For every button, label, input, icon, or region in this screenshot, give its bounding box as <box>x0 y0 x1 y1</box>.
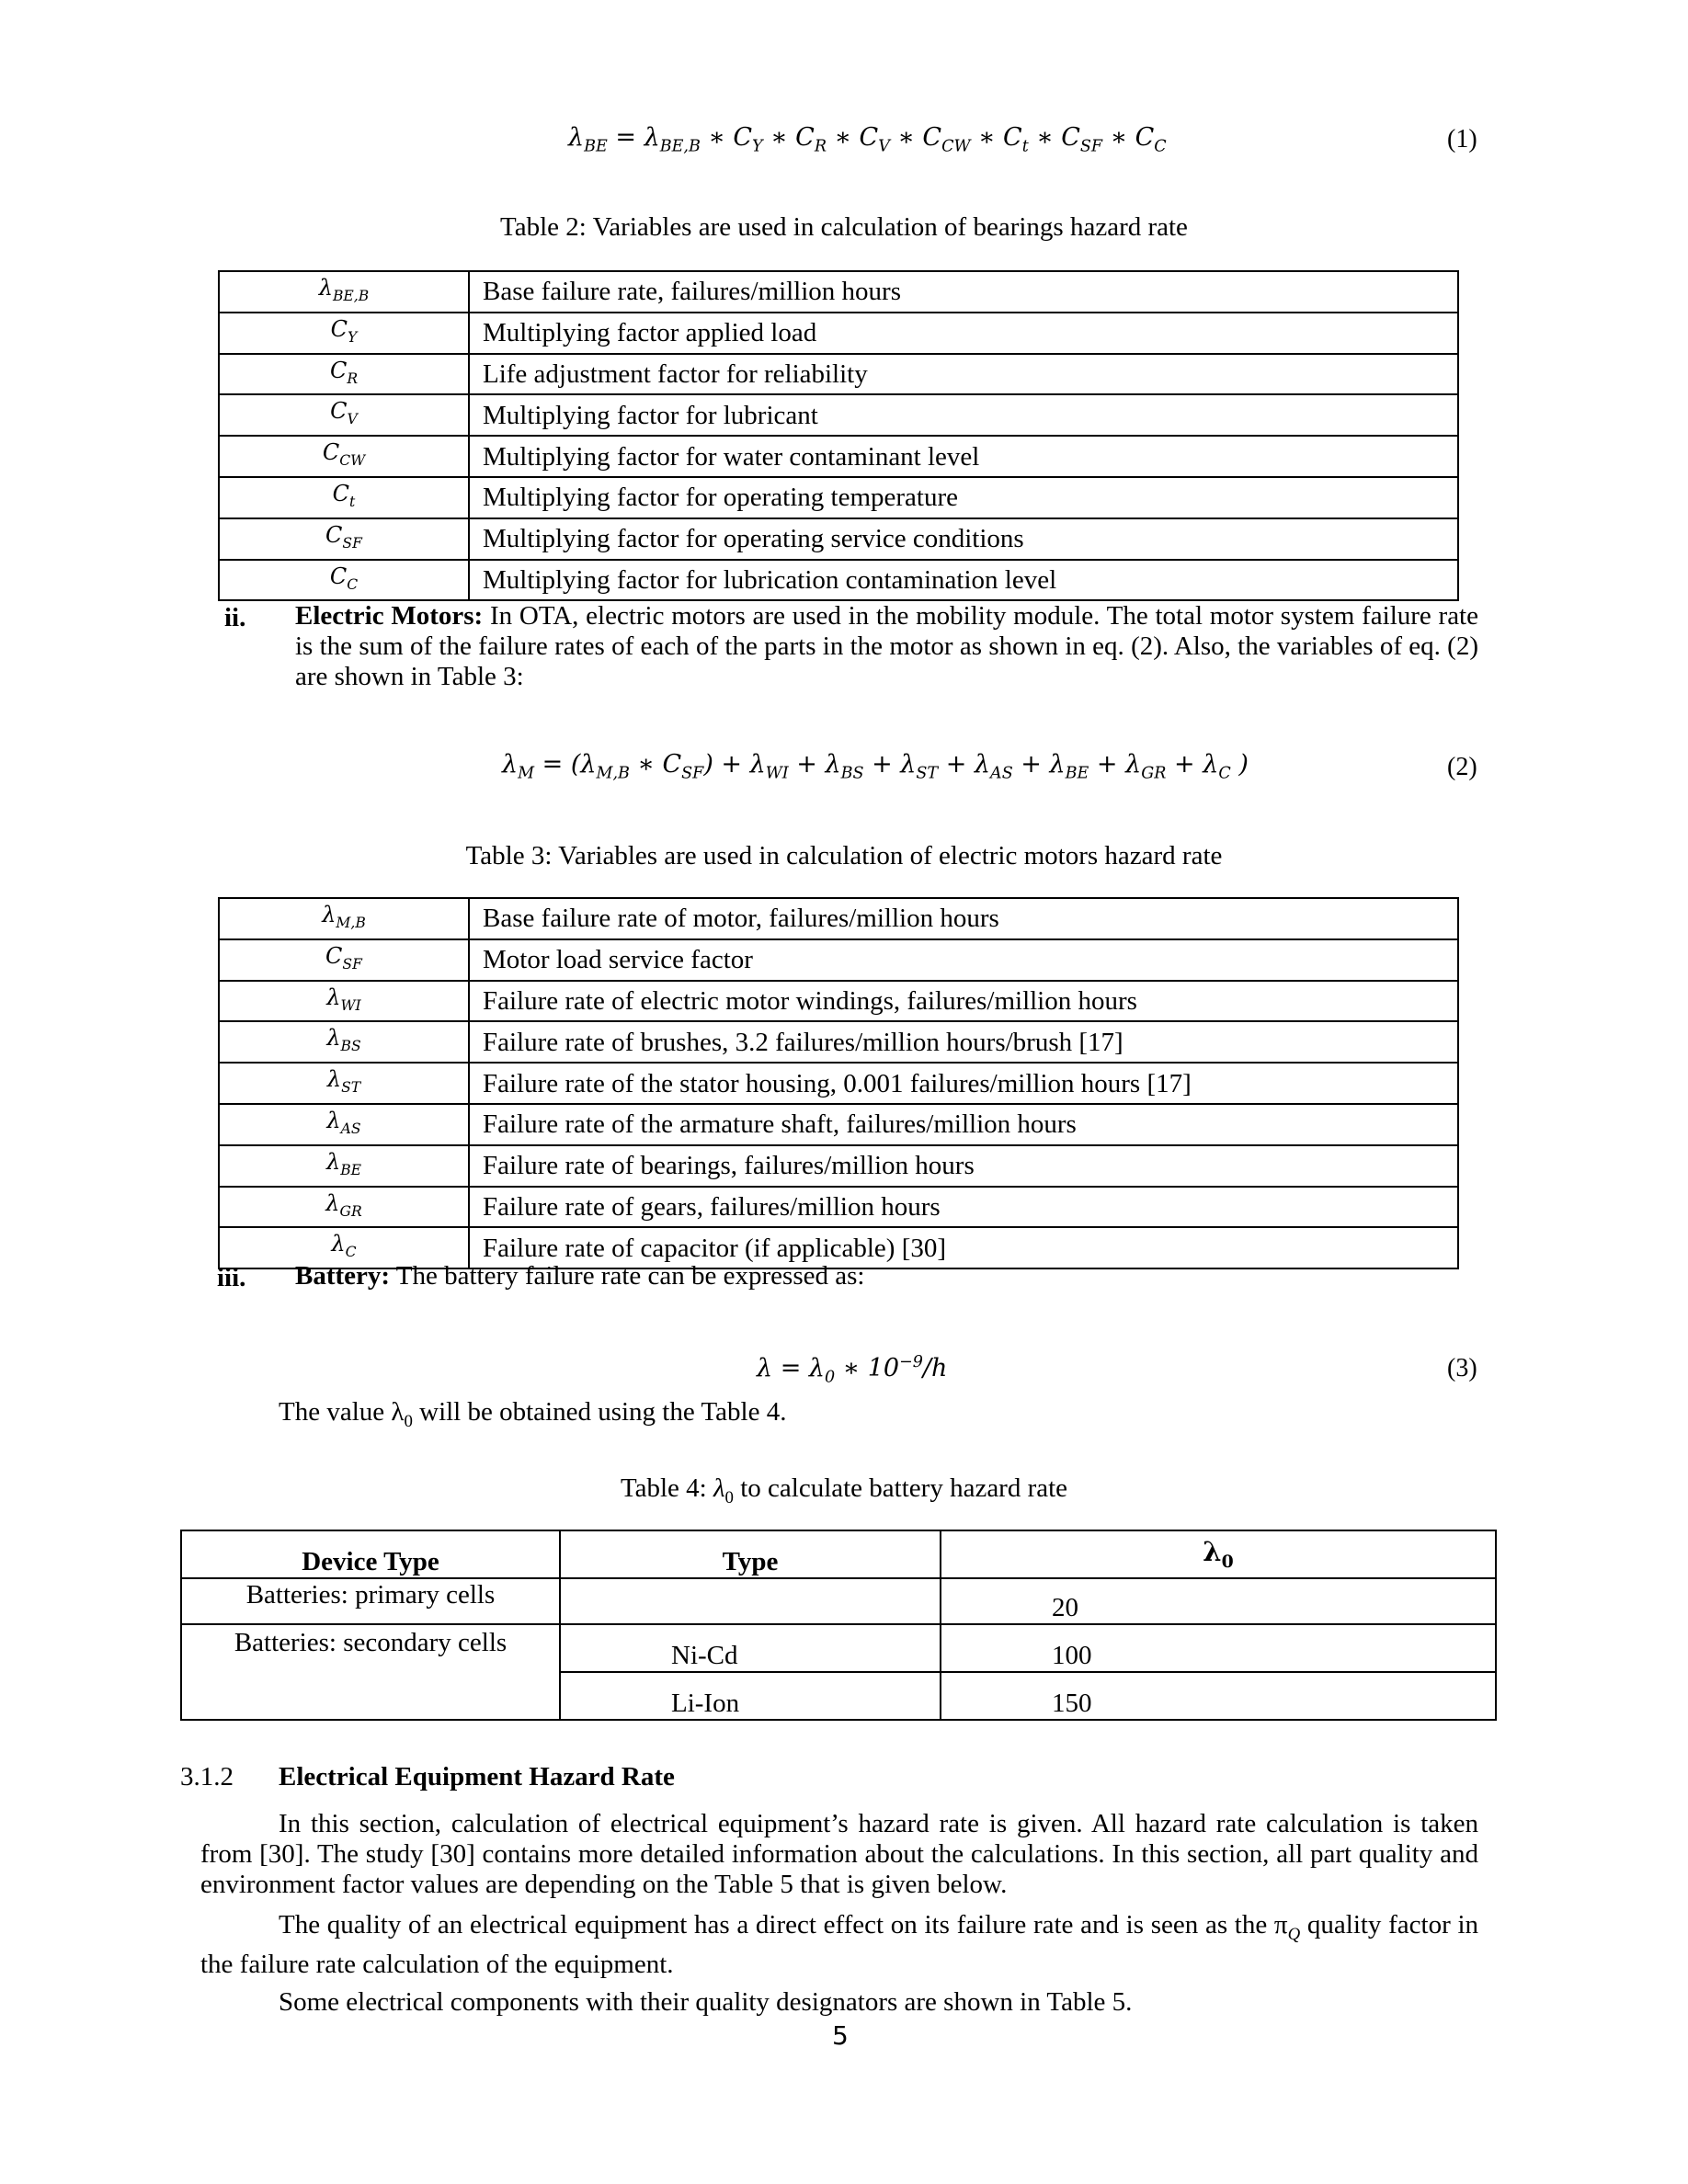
section-ii-text: In OTA, electric motors are used in the mobility module. The total motor system failure rate is the sum of the failure rates of each of the parts in the motor as shown in eq. (2). Also, the variables of eq. (2) are shown in Table 3: <box>295 601 1478 691</box>
table-4-primary-value: 20 <box>941 1578 1496 1624</box>
section-iii-numeral: iii. <box>217 1263 246 1292</box>
table-3-symbol: $\lambda_{ST}$ <box>219 1063 469 1104</box>
table-2 <box>218 270 1459 601</box>
section-3-1-2-paragraph-3: Some electrical components with their quality designators are shown in Table 5. <box>279 1987 1133 2017</box>
table-2-row <box>219 436 1458 477</box>
table-2-description: Multiplying factor for lubrication contamination level <box>469 560 1458 601</box>
table-2-symbol: $C_t$ <box>219 477 469 518</box>
section-ii-numeral: ii. <box>224 603 246 632</box>
equation-3-number: (3) <box>1447 1354 1477 1382</box>
page-number: 5 <box>832 2020 849 2051</box>
table-3-description: Failure rate of brushes, 3.2 failures/million hours/brush [17] <box>469 1021 1458 1063</box>
table-4-header-type: Type <box>560 1530 941 1578</box>
section-ii-heading: Electric Motors: <box>295 601 484 631</box>
table-4-liion-type: Li-Ion <box>560 1672 941 1720</box>
table-3-symbol: $C_{SF}$ <box>219 939 469 981</box>
section-iii-text: The battery failure rate can be expressed as: <box>390 1261 865 1291</box>
table-3-symbol: $\lambda_{M,B}$ <box>219 898 469 939</box>
table-4-nicd-type: Ni-Cd <box>560 1624 941 1672</box>
table-2-symbol: $\lambda_{BE,B}$ <box>219 271 469 313</box>
table-2-row <box>219 477 1458 518</box>
section-3-1-2-paragraph-1: In this section, calculation of electrical equipment’s hazard rate is given. All hazard rate calculation is taken from [30]. The study [30] contains more detailed information about the calculations. In this section, all part quality and environment factor values are depending on the Table 5 that is given below. <box>200 1809 1478 1899</box>
table-3-symbol: $\lambda_C$ <box>219 1227 469 1268</box>
table-2-row <box>219 313 1458 354</box>
table-2-description: Multiplying factor applied load <box>469 313 1458 354</box>
table-3-description: Motor load service factor <box>469 939 1458 981</box>
table-2-description: Base failure rate, failures/million hours <box>469 271 1458 313</box>
section-3-1-2-number: 3.1.2 <box>180 1762 234 1792</box>
table-3-symbol: $\lambda_{WI}$ <box>219 981 469 1022</box>
table-3-description: Base failure rate of motor, failures/million hours <box>469 898 1458 939</box>
table-3-row <box>219 1021 1458 1063</box>
table-2-symbol: $C_R$ <box>219 354 469 395</box>
table-4 <box>180 1530 1497 1721</box>
table-3 <box>218 897 1459 1269</box>
table-4-caption: Table 4: $\lambda_0$ to calculate battery hazard rate <box>620 1473 1068 1507</box>
table-2-description: Life adjustment factor for reliability <box>469 354 1458 395</box>
equation-1: $\lambda_{BE} = \lambda_{BE,B}$ ∗ $C_Y$ ∗ $C_R$ ∗ $C_V$ ∗ $C_{CW}$ ∗ $C_t$ ∗ $C_{SF}$ ∗ $C_C$ <box>568 123 1167 156</box>
table-4-header-device-type: Device Type <box>181 1530 560 1578</box>
table-2-symbol: $C_C$ <box>219 560 469 601</box>
table-3-row <box>219 898 1458 939</box>
table-4-primary-label: Batteries: primary cells <box>181 1578 560 1624</box>
table-2-row <box>219 394 1458 436</box>
table-2-description: Multiplying factor for lubricant <box>469 394 1458 436</box>
table-4-liion-value: 150 <box>941 1672 1496 1720</box>
table-2-caption: Table 2: Variables are used in calculation of bearings hazard rate <box>500 212 1188 242</box>
table-2-description: Multiplying factor for water contaminant level <box>469 436 1458 477</box>
table-3-description: Failure rate of bearings, failures/million hours <box>469 1145 1458 1187</box>
table-2-symbol: $C_V$ <box>219 394 469 436</box>
table-2-symbol: $C_Y$ <box>219 313 469 354</box>
table-2-row <box>219 560 1458 601</box>
section-ii-paragraph <box>295 601 1478 692</box>
equation-2-number: (2) <box>1447 753 1477 781</box>
equation-1-number: (1) <box>1447 125 1477 154</box>
table-3-symbol: $\lambda_{AS}$ <box>219 1104 469 1145</box>
table-3-symbol: $\lambda_{BE}$ <box>219 1145 469 1187</box>
equation-2: $\lambda_M = (\lambda_{M,B}$ ∗ $C_{SF}) + \lambda_{WI} + \lambda_{BS} + \lambda_{ST} + \lambda_{AS} + \lambda_{BE} + \lambda_{GR} + \lambda_C$ ) <box>502 750 1249 783</box>
table-3-row <box>219 1063 1458 1104</box>
table-2-row <box>219 354 1458 395</box>
lambda0-note: The value $\lambda_0$ will be obtained using the Table 4. <box>279 1397 787 1431</box>
table-2-symbol: $C_{SF}$ <box>219 518 469 560</box>
table-3-symbol: $\lambda_{BS}$ <box>219 1021 469 1063</box>
table-4-header-lambda0: $\lambda_0$ <box>941 1530 1496 1578</box>
equation-3: $\lambda = \lambda_0$ ∗ $10^{-9}/h$ <box>757 1353 948 1387</box>
table-3-description: Failure rate of gears, failures/million hours <box>469 1187 1458 1228</box>
section-iii-paragraph <box>295 1261 1478 1291</box>
table-3-row <box>219 981 1458 1022</box>
table-2-row <box>219 271 1458 313</box>
table-3-description: Failure rate of the stator housing, 0.001 failures/million hours [17] <box>469 1063 1458 1104</box>
table-2-description: Multiplying factor for operating temperature <box>469 477 1458 518</box>
table-3-caption: Table 3: Variables are used in calculation of electric motors hazard rate <box>465 841 1223 870</box>
table-3-row <box>219 1187 1458 1228</box>
table-3-row <box>219 939 1458 981</box>
table-4-primary-type <box>560 1578 941 1624</box>
table-3-row <box>219 1145 1458 1187</box>
section-iii-heading: Battery: <box>295 1261 391 1291</box>
table-4-nicd-value: 100 <box>941 1624 1496 1672</box>
table-3-symbol: $\lambda_{GR}$ <box>219 1187 469 1228</box>
section-3-1-2-paragraph-2: The quality of an electrical equipment has a direct effect on its failure rate and is seen as the $\pi_Q$ quality factor in the failure rate calculation of the equipment. <box>200 1910 1478 1979</box>
table-3-description: Failure rate of the armature shaft, failures/million hours <box>469 1104 1458 1145</box>
table-2-row <box>219 518 1458 560</box>
table-3-row <box>219 1104 1458 1145</box>
section-3-1-2-title: Electrical Equipment Hazard Rate <box>279 1762 675 1792</box>
table-2-description: Multiplying factor for operating service conditions <box>469 518 1458 560</box>
table-2-symbol: $C_{CW}$ <box>219 436 469 477</box>
table-3-description: Failure rate of electric motor windings, failures/million hours <box>469 981 1458 1022</box>
table-4-secondary-label: Batteries: secondary cells <box>181 1624 560 1720</box>
table-3-description: Failure rate of capacitor (if applicable) [30] <box>469 1227 1458 1268</box>
